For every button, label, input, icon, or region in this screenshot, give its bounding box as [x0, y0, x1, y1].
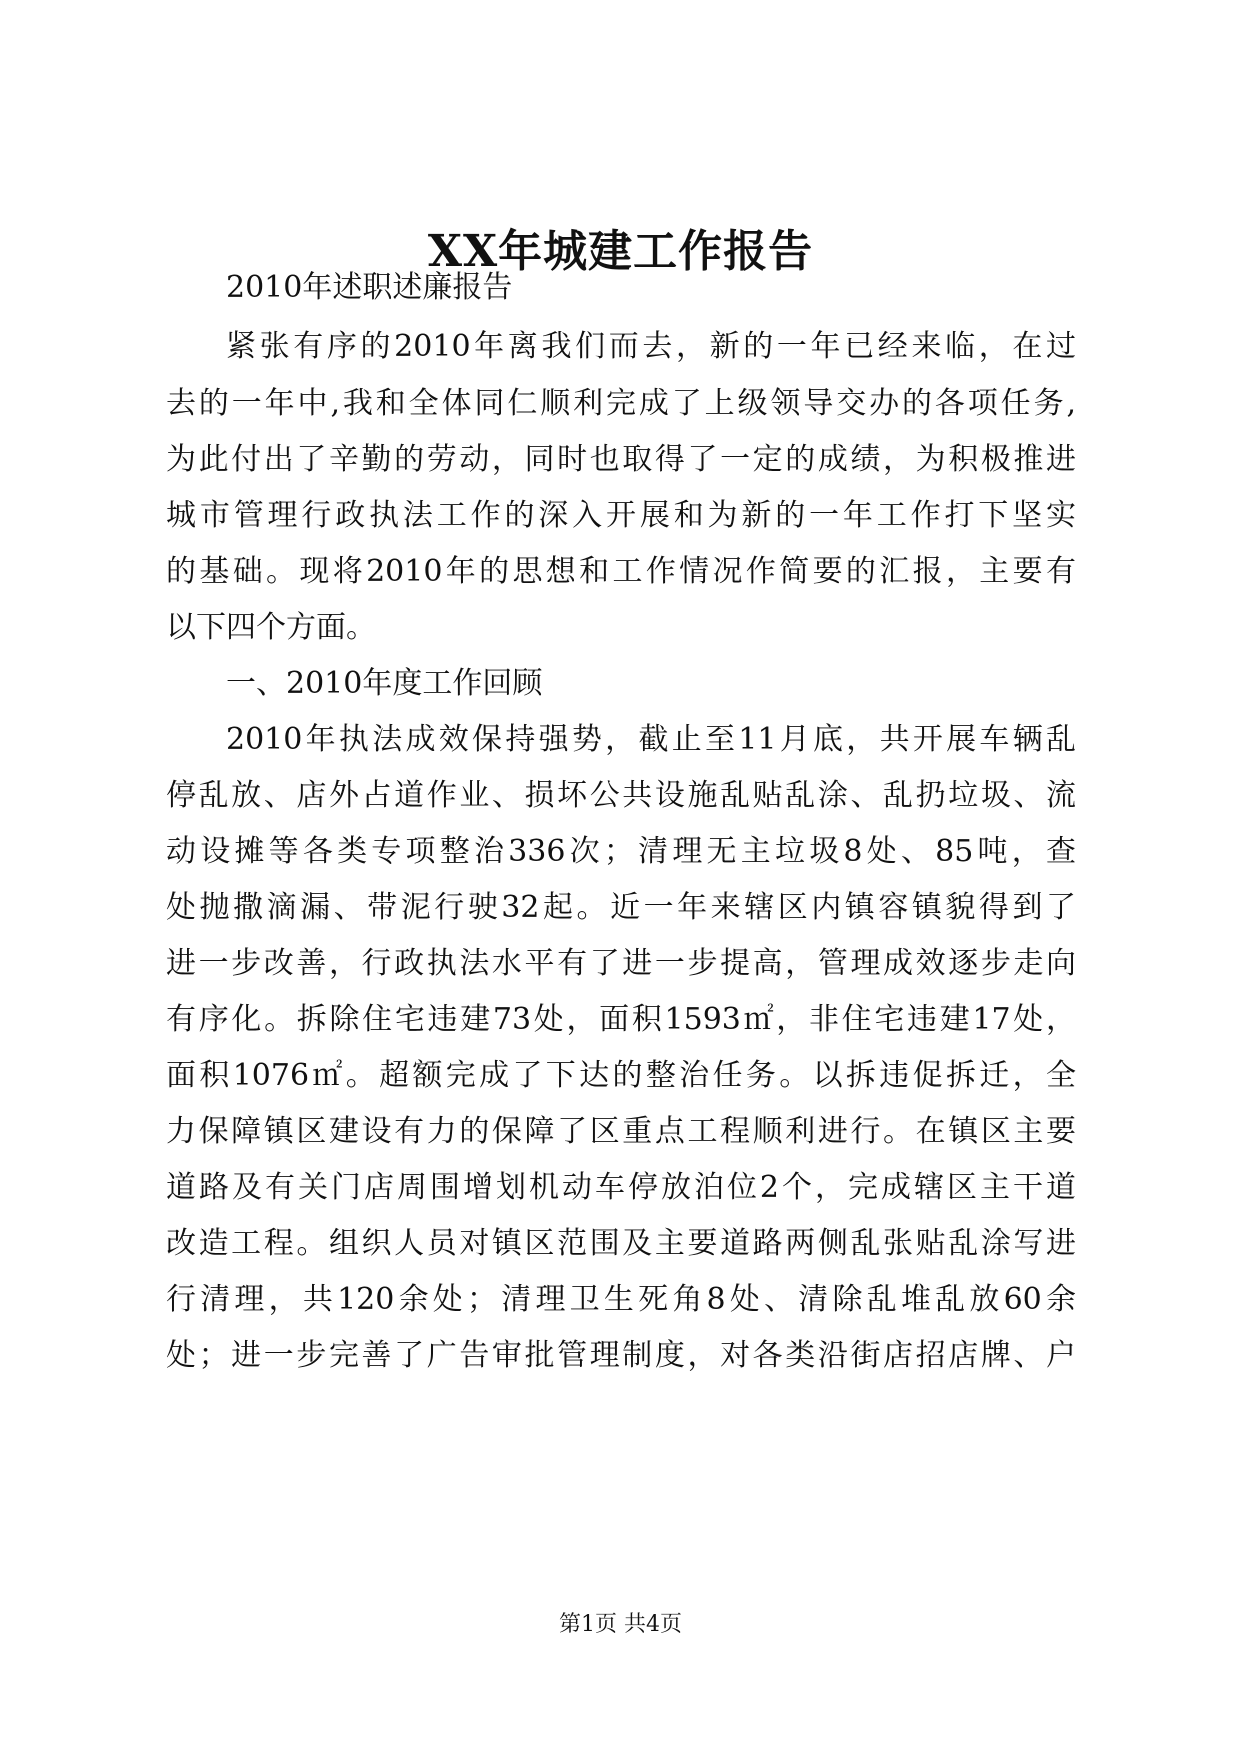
body-line: 动设摊等各类专项整治336次；清理无主垃圾8处、85吨，查: [166, 834, 1076, 869]
body-line: 行清理，共120余处；清理卫生死角8处、清除乱堆乱放60余: [166, 1282, 1076, 1317]
body-line: 紧张有序的2010年离我们而去，新的一年已经来临，在过: [226, 329, 1076, 364]
document-subtitle: 2010年述职述廉报告: [226, 270, 513, 305]
body-line: 道路及有关门店周围增划机动车停放泊位2个，完成辖区主干道: [166, 1170, 1076, 1205]
body-line: 处抛撒滴漏、带泥行驶32起。近一年来辖区内镇容镇貌得到了: [166, 890, 1076, 925]
body-line: 去的一年中,我和全体同仁顺利完成了上级领导交办的各项任务,: [166, 386, 1076, 421]
document-title: XX年城建工作报告: [427, 226, 814, 277]
body-line: 为此付出了辛勤的劳动，同时也取得了一定的成绩，为积极推进: [166, 442, 1076, 477]
page-number-footer: 第1页 共4页: [559, 1612, 682, 1637]
body-line: 进一步改善，行政执法水平有了进一步提高，管理成效逐步走向: [166, 946, 1076, 981]
body-line: 2010年执法成效保持强势，截止至11月底，共开展车辆乱: [226, 722, 1076, 757]
body-line: 停乱放、店外占道作业、损坏公共设施乱贴乱涂、乱扔垃圾、流: [166, 778, 1076, 813]
body-line: 的基础。现将2010年的思想和工作情况作简要的汇报，主要有: [166, 554, 1076, 589]
body-line: 改造工程。组织人员对镇区范围及主要道路两侧乱张贴乱涂写进: [166, 1226, 1076, 1261]
body-line: 处；进一步完善了广告审批管理制度，对各类沿街店招店牌、户: [166, 1338, 1076, 1373]
body-line: 以下四个方面。: [166, 610, 376, 645]
body-line: 有序化。拆除住宅违建73处，面积1593㎡，非住宅违建17处，: [166, 1002, 1076, 1037]
body-line: 面积1076㎡。超额完成了下达的整治任务。以拆违促拆迁，全: [166, 1058, 1076, 1093]
body-line: 城市管理行政执法工作的深入开展和为新的一年工作打下坚实: [166, 498, 1076, 533]
body-line: 力保障镇区建设有力的保障了区重点工程顺利进行。在镇区主要: [166, 1114, 1076, 1149]
section-heading: 一、2010年度工作回顾: [226, 666, 543, 701]
